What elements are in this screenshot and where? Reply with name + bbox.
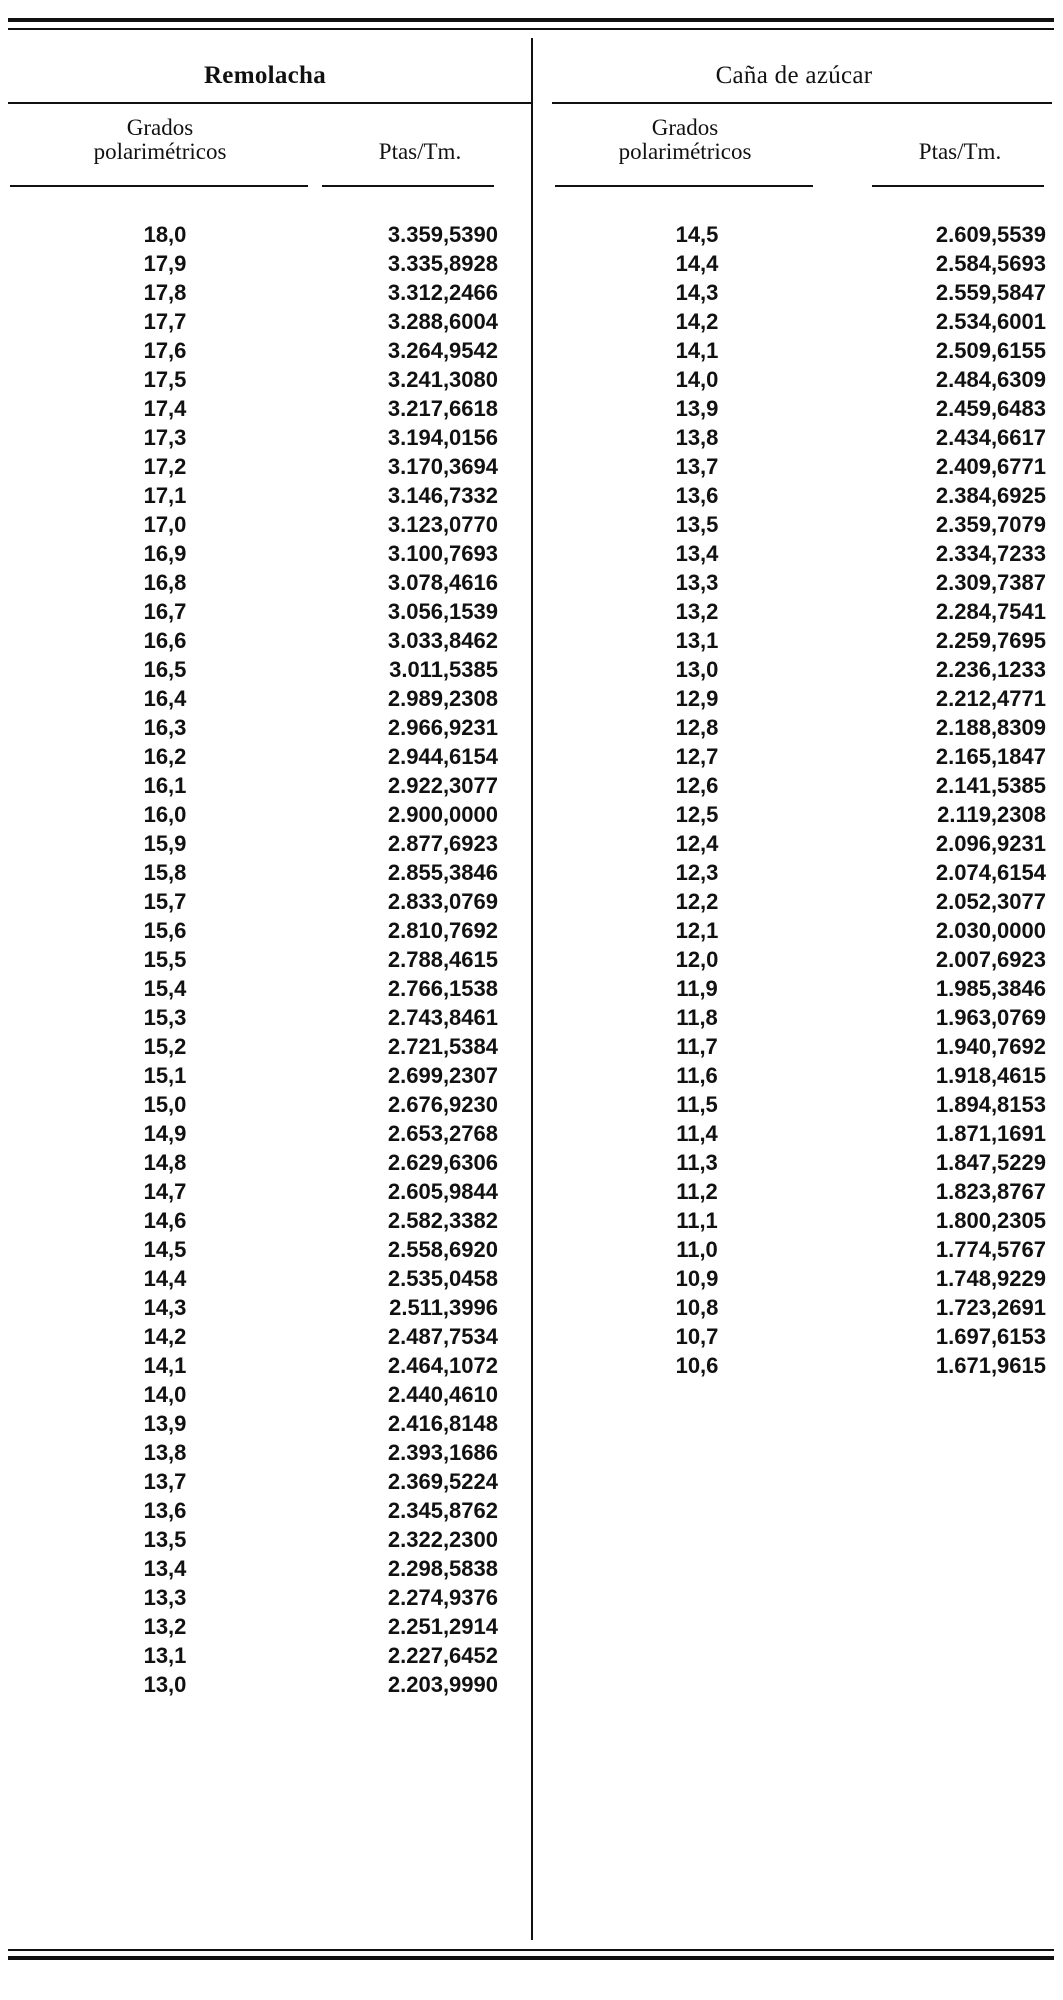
table-row [10, 1119, 530, 1148]
grados-cell: 13,4 [143, 1556, 187, 1581]
grados-cell: 15,2 [143, 1034, 187, 1059]
grados-cell: 11,1 [676, 1208, 718, 1233]
table-row [10, 568, 530, 597]
ptas-cell: 3.146,7332 [387, 483, 498, 508]
grados-cell: 16,3 [143, 715, 187, 740]
grados-cell: 18,0 [143, 222, 187, 247]
table-row [10, 365, 530, 394]
ptas-cell: 2.212,4771 [935, 686, 1046, 711]
ptas-cell: 1.723,2691 [935, 1295, 1046, 1320]
ptas-cell: 2.559,5847 [935, 280, 1046, 305]
grados-cell: 17,3 [143, 425, 187, 450]
ptas-cell: 2.922,3077 [387, 773, 498, 798]
grados-cell: 17,0 [143, 512, 187, 537]
ptas-cell: 2.558,6920 [387, 1237, 498, 1262]
cana-col-ptas: Ptas/Tm. [918, 139, 1002, 164]
table-row [552, 336, 1052, 365]
ptas-cell: 2.509,6155 [935, 338, 1046, 363]
top-double-rule-thin [8, 28, 1054, 30]
table-row [10, 945, 530, 974]
table-row [10, 394, 530, 423]
bottom-double-rule-thin [8, 1949, 1054, 1951]
table-row [10, 1438, 530, 1467]
grados-cell: 13,0 [675, 657, 719, 682]
ptas-cell: 2.582,3382 [387, 1208, 498, 1233]
table-row [552, 1003, 1052, 1032]
grados-cell: 11,5 [676, 1092, 718, 1117]
table-row [552, 452, 1052, 481]
table-row [552, 423, 1052, 452]
grados-cell: 16,4 [143, 686, 187, 711]
ptas-cell: 3.100,7693 [387, 541, 498, 566]
ptas-cell: 2.989,2308 [387, 686, 498, 711]
cana-col-grados-text: Grados polarimétricos [618, 115, 752, 164]
cana-table-body [552, 220, 1052, 1380]
ptas-cell: 1.918,4615 [935, 1063, 1046, 1088]
grados-cell: 13,5 [143, 1527, 187, 1552]
grados-cell: 10,9 [675, 1266, 719, 1291]
ptas-cell: 2.369,5224 [387, 1469, 498, 1494]
grados-cell: 14,4 [675, 251, 719, 276]
grados-cell: 12,6 [675, 773, 719, 798]
table-row [10, 713, 530, 742]
table-row [10, 1003, 530, 1032]
grados-cell: 15,0 [143, 1092, 187, 1117]
table-row [552, 974, 1052, 1003]
ptas-cell: 3.011,5385 [389, 657, 498, 682]
ptas-cell: 3.241,3080 [387, 367, 498, 392]
table-row [552, 568, 1052, 597]
grados-cell: 14,1 [143, 1353, 187, 1378]
ptas-cell: 1.871,1691 [935, 1121, 1046, 1146]
grados-cell: 13,4 [675, 541, 719, 566]
ptas-cell: 2.459,6483 [935, 396, 1046, 421]
table-row [10, 1525, 530, 1554]
ptas-cell: 1.697,6153 [935, 1324, 1046, 1349]
grados-cell: 10,6 [675, 1353, 719, 1378]
table-row [10, 1380, 530, 1409]
grados-cell: 13,1 [675, 628, 719, 653]
ptas-cell: 2.584,5693 [935, 251, 1046, 276]
grados-cell: 16,2 [143, 744, 187, 769]
grados-cell: 16,6 [143, 628, 187, 653]
ptas-cell: 1.800,2305 [935, 1208, 1046, 1233]
ptas-cell: 1.847,5229 [935, 1150, 1046, 1175]
grados-cell: 13,6 [675, 483, 719, 508]
grados-cell: 13,7 [675, 454, 719, 479]
grados-cell: 11,6 [676, 1063, 718, 1088]
table-row [552, 1119, 1052, 1148]
ptas-cell: 2.788,4615 [387, 947, 498, 972]
grados-cell: 14,0 [143, 1382, 187, 1407]
table-row [10, 1670, 530, 1699]
grados-cell: 17,7 [143, 309, 187, 334]
table-row [10, 1264, 530, 1293]
grados-cell: 12,3 [675, 860, 719, 885]
grados-cell: 16,8 [143, 570, 187, 595]
ptas-cell: 2.188,8309 [935, 715, 1046, 740]
table-row [10, 1496, 530, 1525]
ptas-cell: 3.288,6004 [387, 309, 498, 334]
table-row [10, 1467, 530, 1496]
table-row [10, 742, 530, 771]
grados-cell: 13,8 [143, 1440, 187, 1465]
table-row [552, 510, 1052, 539]
ptas-cell: 2.944,6154 [387, 744, 498, 769]
table-row [552, 365, 1052, 394]
ptas-cell: 2.609,5539 [935, 222, 1046, 247]
table-row [552, 249, 1052, 278]
table-row [552, 1351, 1052, 1380]
grados-cell: 13,0 [143, 1672, 187, 1697]
table-row [552, 1206, 1052, 1235]
table-row [10, 510, 530, 539]
table-row [10, 481, 530, 510]
ptas-cell: 2.309,7387 [935, 570, 1046, 595]
table-row [552, 887, 1052, 916]
ptas-cell: 2.052,3077 [935, 889, 1046, 914]
ptas-cell: 2.227,6452 [387, 1643, 498, 1668]
grados-cell: 14,1 [675, 338, 719, 363]
ptas-cell: 2.203,9990 [387, 1672, 498, 1697]
top-double-rule-thick [8, 18, 1054, 22]
ptas-cell: 2.141,5385 [935, 773, 1046, 798]
grados-cell: 16,7 [143, 599, 187, 624]
ptas-cell: 2.393,1686 [387, 1440, 498, 1465]
ptas-cell: 2.030,0000 [935, 918, 1046, 943]
ptas-cell: 2.384,6925 [935, 483, 1046, 508]
table-row [10, 800, 530, 829]
grados-cell: 15,9 [143, 831, 187, 856]
table-row [10, 974, 530, 1003]
ptas-cell: 1.985,3846 [935, 976, 1046, 1001]
grados-cell: 11,3 [676, 1150, 718, 1175]
ptas-cell: 2.251,2914 [387, 1614, 498, 1639]
ptas-cell: 2.699,2307 [387, 1063, 498, 1088]
table-row [552, 1177, 1052, 1206]
ptas-cell: 2.074,6154 [935, 860, 1046, 885]
table-row [552, 858, 1052, 887]
table-row [10, 1177, 530, 1206]
table-row [552, 597, 1052, 626]
table-row [552, 1032, 1052, 1061]
table-row [552, 278, 1052, 307]
ptas-cell: 2.464,1072 [387, 1353, 498, 1378]
ptas-cell: 1.748,9229 [935, 1266, 1046, 1291]
remolacha-grados-rule [10, 185, 308, 187]
table-row [552, 539, 1052, 568]
ptas-cell: 3.359,5390 [387, 222, 498, 247]
table-row [552, 1061, 1052, 1090]
table-row [552, 1264, 1052, 1293]
ptas-cell: 1.963,0769 [935, 1005, 1046, 1030]
ptas-cell: 2.119,2308 [937, 802, 1046, 827]
table-row [552, 1090, 1052, 1119]
ptas-cell: 2.334,7233 [935, 541, 1046, 566]
table-row [552, 1293, 1052, 1322]
table-row [552, 945, 1052, 974]
grados-cell: 15,4 [143, 976, 187, 1001]
ptas-cell: 2.605,9844 [387, 1179, 498, 1204]
table-row [552, 1322, 1052, 1351]
ptas-cell: 1.823,8767 [935, 1179, 1046, 1204]
grados-cell: 10,7 [675, 1324, 719, 1349]
grados-cell: 14,0 [675, 367, 719, 392]
grados-cell: 15,6 [143, 918, 187, 943]
table-row [552, 713, 1052, 742]
grados-cell: 15,5 [143, 947, 187, 972]
table-row [552, 800, 1052, 829]
table-row [10, 1090, 530, 1119]
table-row [552, 220, 1052, 249]
table-row [10, 336, 530, 365]
ptas-cell: 2.440,4610 [387, 1382, 498, 1407]
grados-cell: 11,4 [676, 1121, 718, 1146]
ptas-cell: 2.236,1233 [935, 657, 1046, 682]
table-row [10, 452, 530, 481]
grados-cell: 14,2 [675, 309, 719, 334]
remolacha-col-grados [10, 116, 310, 164]
grados-cell: 12,1 [675, 918, 719, 943]
grados-cell: 14,7 [143, 1179, 187, 1204]
grados-cell: 12,0 [675, 947, 719, 972]
table-row [10, 684, 530, 713]
grados-cell: 11,2 [676, 1179, 718, 1204]
grados-cell: 15,8 [143, 860, 187, 885]
ptas-cell: 1.774,5767 [935, 1237, 1046, 1262]
grados-cell: 13,3 [675, 570, 719, 595]
ptas-cell: 2.274,9376 [387, 1585, 498, 1610]
grados-cell: 14,5 [675, 222, 719, 247]
table-row [10, 626, 530, 655]
grados-cell: 12,4 [675, 831, 719, 856]
grados-cell: 13,9 [675, 396, 719, 421]
table-row [10, 1322, 530, 1351]
table-row [10, 1409, 530, 1438]
cana-title-rule [552, 102, 1052, 104]
grados-cell: 17,5 [143, 367, 187, 392]
grados-cell: 17,2 [143, 454, 187, 479]
table-row [10, 1554, 530, 1583]
ptas-cell: 2.877,6923 [387, 831, 498, 856]
cana-ptas-rule [872, 185, 1044, 187]
grados-cell: 17,1 [143, 483, 187, 508]
remolacha-col-grados-text: Grados polarimétricos [93, 115, 227, 164]
ptas-cell: 2.284,7541 [935, 599, 1046, 624]
grados-cell: 12,5 [675, 802, 719, 827]
grados-cell: 10,8 [675, 1295, 719, 1320]
grados-cell: 14,4 [143, 1266, 187, 1291]
grados-cell: 15,1 [143, 1063, 187, 1088]
ptas-cell: 2.629,6306 [387, 1150, 498, 1175]
grados-cell: 12,7 [675, 744, 719, 769]
table-row [10, 423, 530, 452]
ptas-cell: 2.535,0458 [387, 1266, 498, 1291]
table-row [10, 1612, 530, 1641]
grados-cell: 15,3 [143, 1005, 187, 1030]
table-row [10, 539, 530, 568]
table-row [552, 742, 1052, 771]
table-row [552, 1148, 1052, 1177]
table-row [10, 307, 530, 336]
ptas-cell: 3.312,2466 [387, 280, 498, 305]
table-row [552, 771, 1052, 800]
ptas-cell: 2.766,1538 [387, 976, 498, 1001]
ptas-cell: 2.743,8461 [387, 1005, 498, 1030]
grados-cell: 12,2 [675, 889, 719, 914]
ptas-cell: 2.434,6617 [935, 425, 1046, 450]
cana-col-grados [550, 116, 820, 164]
table-row [10, 655, 530, 684]
table-row [10, 249, 530, 278]
grados-cell: 14,2 [143, 1324, 187, 1349]
bottom-double-rule-thick [8, 1956, 1054, 1960]
remolacha-title-rule [8, 102, 531, 104]
ptas-cell: 2.298,5838 [387, 1556, 498, 1581]
table-row [552, 481, 1052, 510]
ptas-cell: 2.653,2768 [387, 1121, 498, 1146]
ptas-cell: 2.855,3846 [387, 860, 498, 885]
table-row [10, 1641, 530, 1670]
table-row [10, 1032, 530, 1061]
grados-cell: 14,9 [143, 1121, 187, 1146]
grados-cell: 13,2 [143, 1614, 187, 1639]
grados-cell: 13,5 [675, 512, 719, 537]
remolacha-col-ptas: Ptas/Tm. [378, 139, 462, 164]
table-row [10, 1148, 530, 1177]
table-row [552, 829, 1052, 858]
grados-cell: 17,6 [143, 338, 187, 363]
table-row [10, 1206, 530, 1235]
grados-cell: 12,9 [675, 686, 719, 711]
table-row [10, 858, 530, 887]
table-row [10, 829, 530, 858]
grados-cell: 13,2 [675, 599, 719, 624]
table-row [552, 1235, 1052, 1264]
ptas-cell: 2.511,3996 [389, 1295, 498, 1320]
grados-cell: 11,0 [676, 1237, 718, 1262]
ptas-cell: 1.894,8153 [935, 1092, 1046, 1117]
cana-title: Caña de azúcar [715, 62, 873, 89]
table-row [10, 887, 530, 916]
ptas-cell: 2.359,7079 [935, 512, 1046, 537]
table-row [552, 394, 1052, 423]
remolacha-title: Remolacha [203, 62, 327, 89]
ptas-cell: 2.096,9231 [935, 831, 1046, 856]
ptas-cell: 3.033,8462 [387, 628, 498, 653]
grados-cell: 13,8 [675, 425, 719, 450]
grados-cell: 17,8 [143, 280, 187, 305]
grados-cell: 13,3 [143, 1585, 187, 1610]
grados-cell: 16,9 [143, 541, 187, 566]
table-row [552, 684, 1052, 713]
ptas-cell: 2.721,5384 [387, 1034, 498, 1059]
grados-cell: 14,8 [143, 1150, 187, 1175]
ptas-cell: 1.671,9615 [935, 1353, 1046, 1378]
ptas-cell: 3.170,3694 [387, 454, 498, 479]
ptas-cell: 3.264,9542 [387, 338, 498, 363]
ptas-cell: 2.534,6001 [935, 309, 1046, 334]
grados-cell: 17,9 [143, 251, 187, 276]
table-row [10, 1061, 530, 1090]
ptas-cell: 3.123,0770 [387, 512, 498, 537]
ptas-cell: 2.810,7692 [387, 918, 498, 943]
grados-cell: 15,7 [143, 889, 187, 914]
ptas-cell: 3.335,8928 [387, 251, 498, 276]
table-row [552, 655, 1052, 684]
table-row [10, 220, 530, 249]
grados-cell: 13,7 [143, 1469, 187, 1494]
table-row [552, 916, 1052, 945]
grados-cell: 11,9 [676, 976, 718, 1001]
ptas-cell: 2.966,9231 [387, 715, 498, 740]
ptas-cell: 2.484,6309 [935, 367, 1046, 392]
grados-cell: 13,1 [143, 1643, 187, 1668]
ptas-cell: 2.345,8762 [387, 1498, 498, 1523]
ptas-cell: 2.833,0769 [387, 889, 498, 914]
grados-cell: 17,4 [143, 396, 187, 421]
ptas-cell: 2.900,0000 [387, 802, 498, 827]
table-row [10, 771, 530, 800]
grados-cell: 14,3 [143, 1295, 187, 1320]
ptas-cell: 2.165,1847 [935, 744, 1046, 769]
table-row [10, 1583, 530, 1612]
table-row [10, 597, 530, 626]
table-row [10, 1235, 530, 1264]
grados-cell: 16,0 [143, 802, 187, 827]
grados-cell: 16,5 [143, 657, 187, 682]
table-row [10, 1293, 530, 1322]
ptas-cell: 3.217,6618 [387, 396, 498, 421]
ptas-cell: 2.676,9230 [387, 1092, 498, 1117]
ptas-cell: 3.078,4616 [387, 570, 498, 595]
ptas-cell: 2.416,8148 [387, 1411, 498, 1436]
grados-cell: 13,6 [143, 1498, 187, 1523]
table-row [10, 916, 530, 945]
table-row [552, 307, 1052, 336]
remolacha-ptas-rule [322, 185, 494, 187]
grados-cell: 12,8 [675, 715, 719, 740]
ptas-cell: 2.259,7695 [935, 628, 1046, 653]
ptas-cell: 2.409,6771 [935, 454, 1046, 479]
grados-cell: 14,5 [143, 1237, 187, 1262]
table-row [10, 1351, 530, 1380]
table-row [10, 278, 530, 307]
column-divider [531, 38, 533, 1940]
ptas-cell: 2.322,2300 [387, 1527, 498, 1552]
remolacha-table-body [10, 220, 530, 1699]
grados-cell: 16,1 [143, 773, 187, 798]
grados-cell: 14,3 [675, 280, 719, 305]
ptas-cell: 2.007,6923 [935, 947, 1046, 972]
grados-cell: 11,8 [676, 1005, 718, 1030]
ptas-cell: 2.487,7534 [387, 1324, 498, 1349]
ptas-cell: 1.940,7692 [935, 1034, 1046, 1059]
table-row [552, 626, 1052, 655]
ptas-cell: 3.056,1539 [387, 599, 498, 624]
cana-grados-rule [555, 185, 813, 187]
grados-cell: 14,6 [143, 1208, 187, 1233]
ptas-cell: 3.194,0156 [387, 425, 498, 450]
grados-cell: 11,7 [676, 1034, 718, 1059]
grados-cell: 13,9 [143, 1411, 187, 1436]
